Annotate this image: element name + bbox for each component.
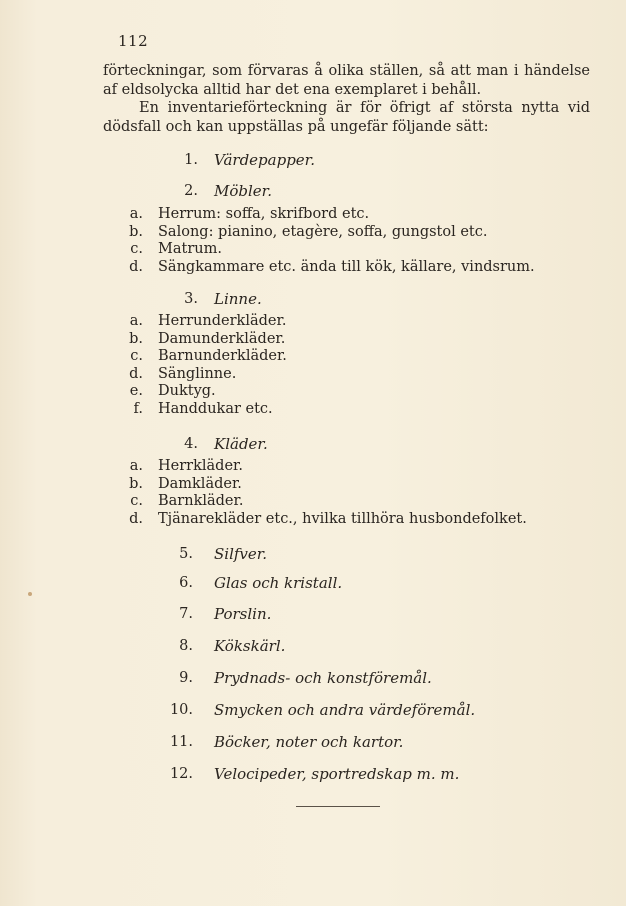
section-number: 7. xyxy=(179,606,193,622)
section-number: 10. xyxy=(169,702,193,718)
paper-stain xyxy=(28,592,32,596)
closing-rule xyxy=(296,806,380,807)
section-heading: Böcker, noter och kartor. xyxy=(214,733,404,751)
list-item: Sänglinne. xyxy=(158,366,237,382)
list-item-letter: f. xyxy=(133,401,143,417)
list-item: Barnunderkläder. xyxy=(158,348,287,364)
list-item-letter: a. xyxy=(129,206,143,222)
list-item: Barnkläder. xyxy=(158,493,244,509)
list-item: Matrum. xyxy=(158,241,222,257)
intro-text xyxy=(103,62,590,136)
intro-paragraph-1: förteckningar, som förvaras å olika ställen, så att man i händelse af eldsolycka alltid har det ena exemplaret i behåll. xyxy=(103,63,590,98)
section-number: 1. xyxy=(184,152,198,168)
section-number: 6. xyxy=(179,575,193,591)
list-item-letter: d. xyxy=(129,259,143,275)
page-number: 112 xyxy=(118,32,149,50)
section-number: 8. xyxy=(179,638,193,654)
list-item: Handdukar etc. xyxy=(158,401,273,417)
list-item-letter: d. xyxy=(129,511,143,527)
section-heading: Velocipeder, sportredskap m. m. xyxy=(214,765,460,783)
list-item: Damunderkläder. xyxy=(158,331,286,347)
list-item: Herrum: soffa, skrifbord etc. xyxy=(158,206,370,222)
list-item: Sängkammare etc. ända till kök, källare, vindsrum. xyxy=(158,259,535,275)
list-item-letter: c. xyxy=(130,493,143,509)
section-heading: Kökskärl. xyxy=(214,637,286,655)
section-heading: Värdepapper. xyxy=(214,151,315,169)
list-item-letter: e. xyxy=(129,383,143,399)
section-number: 5. xyxy=(179,546,193,562)
section-heading: Linne. xyxy=(214,290,262,308)
section-heading: Prydnads- och konstföremål. xyxy=(214,669,432,687)
section-number: 12. xyxy=(169,766,193,782)
section-heading: Smycken och andra värdeföremål. xyxy=(214,701,476,719)
list-item: Tjänarekläder etc., hvilka tillhöra husbondefolket. xyxy=(158,511,527,527)
list-item: Herrkläder. xyxy=(158,458,243,474)
section-heading: Porslin. xyxy=(214,605,272,623)
list-item-letter: a. xyxy=(129,313,143,329)
list-item-letter: b. xyxy=(129,476,143,492)
list-item-letter: c. xyxy=(130,241,143,257)
list-item-letter: b. xyxy=(129,224,143,240)
list-item: Salong: pianino, etagère, soffa, gungstol etc. xyxy=(158,224,488,240)
list-item-letter: b. xyxy=(129,331,143,347)
section-number: 2. xyxy=(184,183,198,199)
section-heading: Silfver. xyxy=(214,545,268,563)
section-number: 3. xyxy=(184,291,198,307)
list-item-letter: a. xyxy=(129,458,143,474)
intro-paragraph-2: En inventarieförteckning är för öfrigt af största nytta vid dödsfall och kan uppställas på ungefär följande sätt: xyxy=(103,100,590,135)
section-number: 9. xyxy=(179,670,193,686)
list-item-letter: d. xyxy=(129,366,143,382)
section-heading: Kläder. xyxy=(214,435,268,453)
list-item-letter: c. xyxy=(130,348,143,364)
list-item: Damkläder. xyxy=(158,476,242,492)
section-heading: Möbler. xyxy=(214,182,272,200)
list-item: Duktyg. xyxy=(158,383,216,399)
section-number: 11. xyxy=(169,734,193,750)
section-number: 4. xyxy=(184,436,198,452)
list-item: Herrunderkläder. xyxy=(158,313,287,329)
section-heading: Glas och kristall. xyxy=(214,574,343,592)
